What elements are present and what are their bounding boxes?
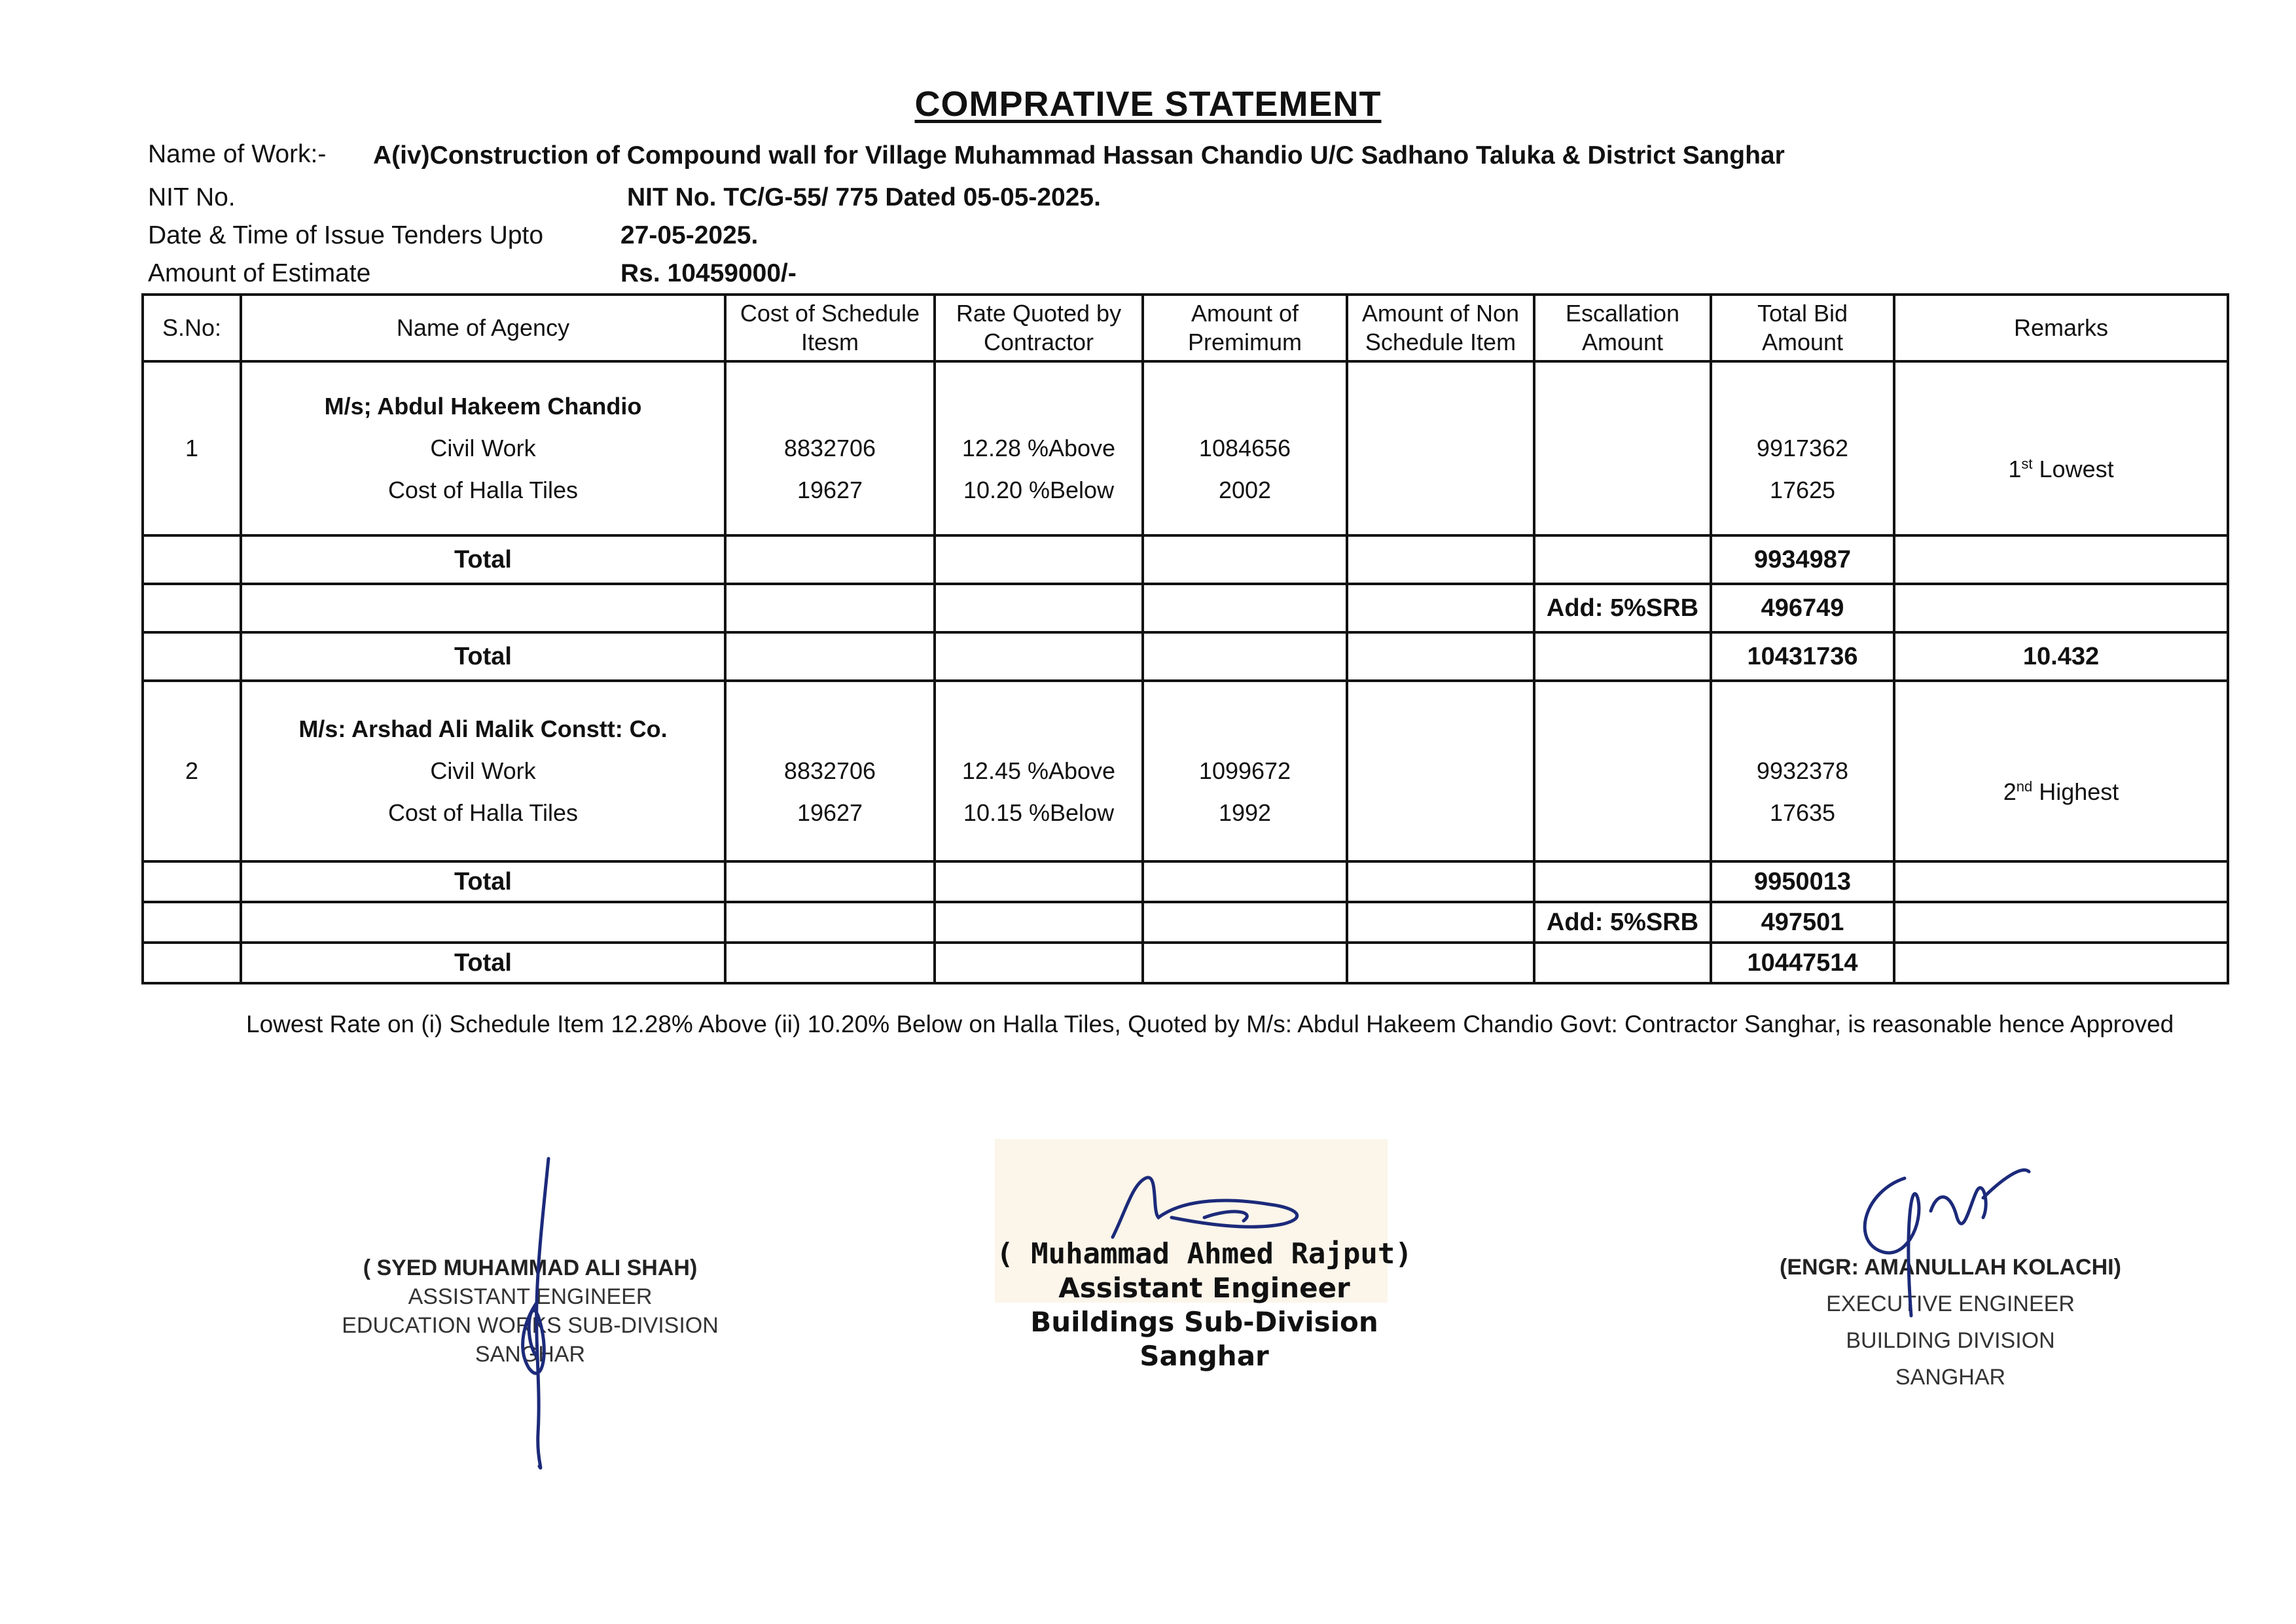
signatory-name: ( Muhammad Ahmed Rajput) (996, 1237, 1412, 1271)
nit-label: NIT No. (148, 183, 236, 211)
bidder-row (143, 361, 2228, 535)
schedule-cost: 8832706 19627 (725, 361, 935, 535)
remarks: 2nd Highest (1894, 681, 2228, 861)
remarks: 1st Lowest (1894, 361, 2228, 535)
item-name: Cost of Halla Tiles (387, 477, 579, 503)
quoted-rate: 12.28 %Above 10.20 %Below (935, 361, 1143, 535)
agency-name: M/s: Arshad Ali Malik Constt: Co. (298, 715, 668, 742)
header-total-bid: Total Bid Amount (1711, 295, 1894, 361)
grand-total-value: 10431736 (1711, 632, 1894, 681)
srb-label: Add: 5%SRB (1534, 902, 1711, 943)
srb-value: 497501 (1711, 902, 1894, 943)
escalation-amount (1534, 681, 1711, 861)
date-value: 27-05-2025. (620, 221, 759, 249)
header-premium: Amount of Premimum (1143, 295, 1347, 361)
signatory-name: (ENGR: AMANULLAH KOLACHI) (1780, 1255, 2121, 1280)
quoted-rate: 12.45 %Above 10.15 %Below (935, 681, 1143, 861)
grand-total-row (143, 632, 2228, 681)
bidder-agency (241, 361, 725, 535)
work-value: A(iv)Construction of Compound wall for Village Muhammad Hassan Chandio U/C Sadhano Taluka & District Sanghar (373, 141, 1785, 170)
signatory-location: Sanghar (1139, 1340, 1269, 1372)
estimate-label: Amount of Estimate (148, 259, 371, 287)
signature-block-ae-buildings (942, 1237, 1466, 1373)
non-schedule-amount (1347, 681, 1534, 861)
signatory-location: SANGHAR (475, 1342, 586, 1367)
escalation-amount (1534, 361, 1711, 535)
grand-total-remark (1894, 943, 2228, 983)
header-remarks: Remarks (1894, 295, 2228, 361)
total-bid: 9917362 17625 (1711, 361, 1894, 535)
signatory-office: EDUCATION WORKS SUB-DIVISION (342, 1313, 719, 1338)
premium-amount: 1084656 2002 (1143, 361, 1347, 535)
grand-total-row (143, 943, 2228, 983)
subtotal-value: 9950013 (1711, 861, 1894, 902)
approval-note: Lowest Rate on (i) Schedule Item 12.28% Above (ii) 10.20% Below on Halla Tiles, Quoted by M/s: Abdul Hakeem Chandio Govt: Contractor Sanghar, is reasonable hence Approved (246, 1011, 2174, 1038)
signatory-title: EXECUTIVE ENGINEER (1826, 1291, 2075, 1316)
agency-name: M/s; Abdul Hakeem Chandio (324, 393, 642, 420)
srb-row (143, 902, 2228, 943)
work-label: Name of Work:- (148, 140, 327, 168)
date-label: Date & Time of Issue Tenders Upto (148, 221, 544, 249)
estimate-value: Rs. 10459000/- (620, 259, 797, 287)
comparative-table (141, 293, 2229, 984)
bidder-sno: 1 (143, 361, 241, 535)
grand-total-value: 10447514 (1711, 943, 1894, 983)
schedule-cost: 8832706 19627 (725, 681, 935, 861)
premium-amount: 1099672 1992 (1143, 681, 1347, 861)
handwritten-signature (497, 1152, 576, 1479)
bidder-agency (241, 681, 725, 861)
srb-label: Add: 5%SRB (1534, 584, 1711, 632)
signatory-location: SANGHAR (1895, 1365, 2006, 1390)
item-name: Civil Work (430, 435, 536, 461)
header-non-schedule: Amount of Non Schedule Item (1347, 295, 1534, 361)
bidder-sno: 2 (143, 681, 241, 861)
subtotal-label: Total (241, 861, 725, 902)
header-row (143, 295, 2228, 361)
subtotal-row (143, 535, 2228, 584)
subtotal-label: Total (241, 535, 725, 584)
signatory-office: BUILDING DIVISION (1846, 1328, 2055, 1353)
non-schedule-amount (1347, 361, 1534, 535)
header-rate: Rate Quoted by Contractor (935, 295, 1143, 361)
subtotal-value: 9934987 (1711, 535, 1894, 584)
subtotal-row (143, 861, 2228, 902)
header-agency: Name of Agency (241, 295, 725, 361)
bidder-row (143, 681, 2228, 861)
header-escalation: Escallation Amount (1534, 295, 1711, 361)
header-sno: S.No: (143, 295, 241, 361)
signatory-title: Assistant Engineer (1058, 1272, 1350, 1304)
grand-total-remark: 10.432 (1894, 632, 2228, 681)
nit-value: NIT No. TC/G-55/ 775 Dated 05-05-2025. (627, 183, 1101, 211)
item-name: Cost of Halla Tiles (387, 799, 579, 826)
handwritten-signature (1826, 1152, 2042, 1322)
srb-value: 496749 (1711, 584, 1894, 632)
document-title: COMPRATIVE STATEMENT (914, 84, 1382, 124)
header-cost: Cost of Schedule Itesm (725, 295, 935, 361)
srb-row (143, 584, 2228, 632)
signatory-title: ASSISTANT ENGINEER (408, 1284, 653, 1309)
signatory-name: ( SYED MUHAMMAD ALI SHAH) (363, 1255, 698, 1280)
grand-total-label: Total (241, 632, 725, 681)
signatory-office: Buildings Sub-Division (1030, 1306, 1378, 1338)
item-name: Civil Work (430, 757, 536, 784)
grand-total-label: Total (241, 943, 725, 983)
total-bid: 9932378 17635 (1711, 681, 1894, 861)
